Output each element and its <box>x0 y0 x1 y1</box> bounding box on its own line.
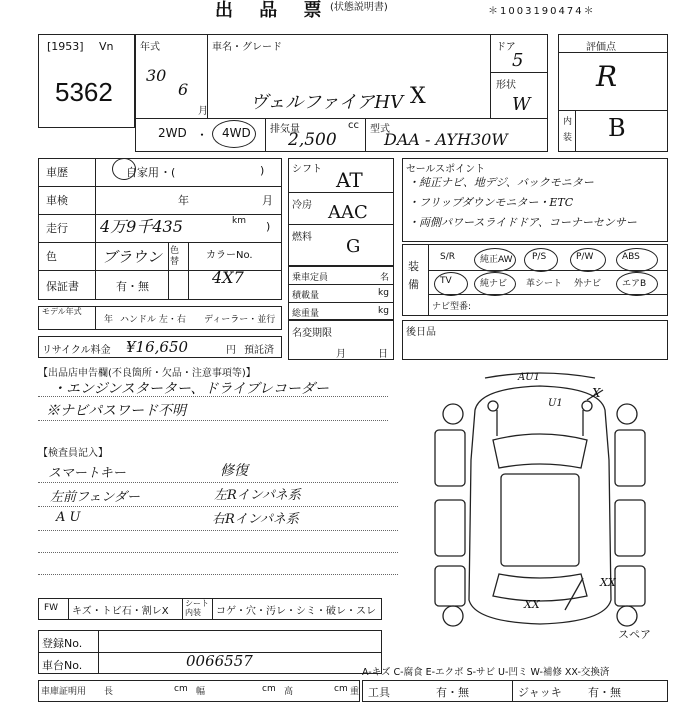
inspector-right-2: 左Rインパネ系 <box>214 488 301 503</box>
inspection-year: 年 <box>178 194 189 207</box>
shape-value: W <box>512 94 531 115</box>
circle-ps <box>524 248 558 272</box>
tools-label: 工具 <box>368 686 390 699</box>
diagram-label-xx1: XX <box>524 598 540 611</box>
garage-height: 高 <box>284 687 294 697</box>
equip-navi: 純ナビ <box>480 279 508 289</box>
drive-2wd: 2WD <box>158 126 187 140</box>
shift-label: シフト <box>292 164 322 175</box>
displacement-value: 2,500 <box>288 130 337 150</box>
diagram-label-au1: AU1 <box>518 372 541 383</box>
capacity-unit: 名 <box>380 273 390 283</box>
sales-points-label: セールスポイント <box>406 164 486 175</box>
circle-aw <box>474 248 516 272</box>
chassis-value: 0066557 <box>186 652 253 670</box>
car-damage-diagram <box>405 370 675 640</box>
model-year-dealer: ディーラー・並行 <box>204 315 276 325</box>
model-name-label: 車名・グレード <box>212 42 282 53</box>
garage-label: 車庫証明用 <box>41 687 87 697</box>
gross-label: 総重量 <box>292 309 320 319</box>
reg-deadline-label: 名変期限 <box>292 328 332 339</box>
month-unit: 月 <box>198 106 208 117</box>
capacity-label: 乗車定員 <box>292 273 329 283</box>
form-subtitle: (状態説明書) <box>330 2 388 13</box>
load-unit: kg <box>378 288 389 298</box>
aftermarket-block <box>402 320 668 360</box>
grade-label: 評価点 <box>586 42 616 53</box>
fw-label: FW <box>44 603 59 613</box>
circle-tv <box>434 272 468 296</box>
history-label: 車歴 <box>46 166 68 179</box>
equipment-label-bottom: 備 <box>408 278 419 291</box>
equip-navi-model: ナビ型番: <box>432 302 472 312</box>
equip-tv: TV <box>440 276 452 286</box>
garage-height-unit: cm <box>334 684 348 694</box>
equip-sr: S/R <box>440 252 455 262</box>
garage-length: 長 <box>104 687 114 697</box>
fuel-value: G <box>346 236 361 257</box>
diagram-label-u1: U1 <box>548 398 563 409</box>
mileage-label: 走行 <box>46 222 68 235</box>
history-close: ) <box>260 164 265 177</box>
model-name-value: ヴェルファイアHV <box>250 92 404 113</box>
model-type-value: DAA - AYH30W <box>384 130 508 149</box>
interior-label-bottom: 装 <box>563 133 573 143</box>
inspector-right-1: 修復 <box>220 463 248 479</box>
drive-circle <box>212 120 256 148</box>
registration-label: 登録No. <box>42 637 83 650</box>
lot-box: [1953] Vn 5362 <box>38 34 135 128</box>
history-rest: ・( <box>160 166 176 179</box>
color-change-label: 色替 <box>170 246 180 267</box>
diagram-label-xx2: XX <box>600 576 616 589</box>
history-circle <box>112 158 136 180</box>
model-year-handle: ハンドル 左・右 <box>120 315 186 325</box>
chassis-label: 車台No. <box>42 659 83 672</box>
reg-deadline-day: 日 <box>378 349 388 360</box>
spare-label: スペア <box>618 628 651 641</box>
equip-ps: P/S <box>532 252 547 262</box>
equip-aw: 純正AW <box>480 255 513 265</box>
year-value: 30 <box>146 66 167 85</box>
displacement-unit: cc <box>348 120 359 131</box>
garage-width-unit: cm <box>262 684 276 694</box>
mileage-close: ) <box>266 220 271 233</box>
interior-label-top: 内 <box>563 117 573 127</box>
equip-airbag: エアB <box>622 279 647 289</box>
inspector-left-3: A U <box>56 510 81 525</box>
shape-label: 形状 <box>496 80 516 91</box>
grade-value: X <box>410 84 426 109</box>
mileage-unit: km <box>232 216 246 226</box>
dealer-notes-label: 【出品店申告欄(不良箇所・欠品・注意事項等)】 <box>38 368 256 379</box>
seat-text: コゲ・穴・汚レ・シミ・破レ・スレ <box>216 606 376 617</box>
reg-deadline-month: 月 <box>336 349 346 360</box>
model-year-year: 年 <box>104 315 114 325</box>
door-value: 5 <box>512 50 524 71</box>
interior-value: B <box>608 114 626 142</box>
warranty-label: 保証書 <box>46 280 79 293</box>
circle-airbag <box>616 272 658 296</box>
gross-unit: kg <box>378 306 389 316</box>
recycle-unit: 円 <box>226 345 236 356</box>
equip-pw: P/W <box>576 252 594 262</box>
load-label: 積載量 <box>292 291 320 301</box>
drive-4wd: 4WD <box>222 126 251 140</box>
month-value: 6 <box>178 80 189 99</box>
fw-text: キズ・トビ石・割レX <box>72 606 169 617</box>
serial-number: ＊1003190474＊ <box>488 6 596 17</box>
inspector-right-3: 右Rインパネ系 <box>212 512 299 527</box>
sales-point-3: ・両側パワースライドドア、コーナーセンサー <box>408 216 637 229</box>
tools-value: 有・無 <box>436 686 469 699</box>
displacement-label: 排気量 <box>270 124 300 135</box>
mileage-value: 4万9千435 <box>100 217 183 236</box>
recycle-value: ¥16,650 <box>126 338 189 356</box>
recycle-deposit: 預託済 <box>244 345 274 356</box>
dealer-note-2: ※ナビパスワード不明 <box>46 403 186 419</box>
jack-label: ジャッキ <box>518 686 562 699</box>
color-label: 色 <box>46 250 57 263</box>
aircon-label: 冷房 <box>292 200 312 211</box>
garage-weight: 重 <box>350 687 360 697</box>
circle-abs <box>616 248 658 272</box>
shift-value: AT <box>336 168 363 192</box>
model-type-label: 型式 <box>370 124 390 135</box>
sales-point-2: ・フリップダウンモニター・ETC <box>408 196 574 209</box>
jack-value: 有・無 <box>588 686 621 699</box>
history-value: 自家用 <box>126 166 159 179</box>
aircon-value: AAC <box>328 202 368 223</box>
diagram-label-x: X <box>592 386 601 400</box>
inspection-label: 車検 <box>46 194 68 207</box>
equip-abs: ABS <box>622 252 640 262</box>
equip-ext-navi: 外ナビ <box>574 279 602 289</box>
tools-row <box>362 680 668 702</box>
garage-width: 幅 <box>196 687 206 697</box>
inspection-month: 月 <box>262 194 273 207</box>
model-year-label: モデル年式 <box>42 307 82 316</box>
lot-code: 1953 <box>51 40 80 53</box>
seat-label: シート内装 <box>185 599 209 617</box>
grade-value: R <box>596 60 618 93</box>
form-title: 出 品 票 <box>215 0 332 21</box>
lot-number: 5362 <box>55 77 113 107</box>
warranty-value: 有・無 <box>116 280 149 293</box>
garage-length-unit: cm <box>174 684 188 694</box>
aftermarket-label: 後日品 <box>406 327 436 338</box>
color-value: ブラウン <box>102 248 163 266</box>
inspector-left-2: 左前フェンダー <box>50 490 140 505</box>
sales-point-1: ・純正ナビ、地デジ、バックモニター <box>408 176 594 189</box>
fuel-label: 燃料 <box>292 232 312 243</box>
circle-navi <box>474 272 516 296</box>
dealer-note-1: ・エンジンスターター、ドライブレコーダー <box>52 381 329 397</box>
year-label: 年式 <box>140 42 160 53</box>
color-no-label: カラーNo. <box>206 250 253 261</box>
inspector-notes-label: 【検査員記入】 <box>38 448 108 459</box>
equipment-label-top: 装 <box>408 260 419 273</box>
lot-unit: Vn <box>99 40 114 53</box>
color-no-value: 4X7 <box>212 268 244 287</box>
door-label: ドア <box>496 42 516 53</box>
inspector-left-1: スマートキー <box>48 466 126 481</box>
recycle-label: リサイクル料金 <box>42 345 111 356</box>
damage-legend: A-キズ C-腐食 E-エクボ S-サビ U-凹ミ W-補修 XX-交換済 <box>362 667 610 678</box>
drive-dot: ・ <box>196 128 209 142</box>
equip-leather: 革シート <box>526 279 563 289</box>
circle-pw <box>570 248 606 272</box>
